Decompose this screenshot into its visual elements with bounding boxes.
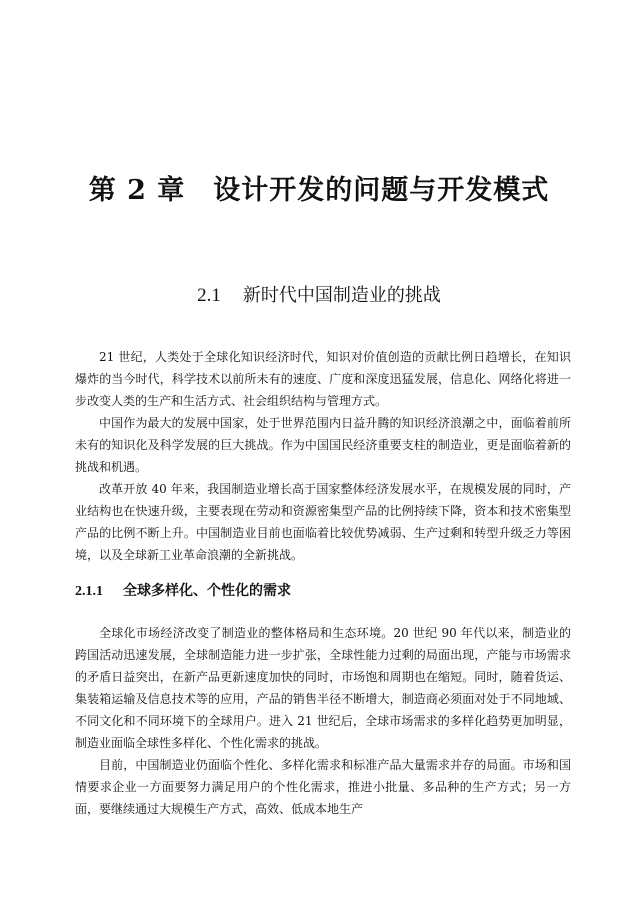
section-heading (0, 281, 638, 307)
subsection-body (75, 622, 571, 820)
paragraph: 目前，中国制造业仍面临个性化、多样化需求和标准产品大量需求并存的局面。市场和国情要求企业一方面要努力满足用户的个性化需求，推进小批量、多品种的生产方式；另一方面，要继续通过大规模生产方式，高效、低成本地生产 (75, 758, 571, 816)
section-number: 2.1 (197, 285, 221, 306)
paragraph: 全球化市场经济改变了制造业的整体格局和生态环境。20 世纪 90 年代以来，制造业的跨国活动迅速发展，全球制造能力进一步扩张，全球性能力过剩的局面出现，产能与市场需求的矛盾日益突出，在新产品更新速度加快的同时，市场饱和周期也在缩短。同时，随着货运、集装箱运输及信息技术等的应用，产品的销售半径不断增大，制造商必须面对处于不同地域、不同文化和不同环境下的全球用户。进入 21 世纪后，全球市场需求的多样化趋势更加明显，制造业面临全球性多样化、个性化需求的挑战。 (75, 626, 571, 750)
section-title-text: 新时代中国制造业的挑战 (242, 285, 441, 306)
subsection-title-text: 全球多样化、个性化的需求 (123, 583, 291, 599)
chapter-title: 第 2 章 设计开发的问题与开发模式 (88, 175, 550, 206)
paragraph: 改革开放 40 年来，我国制造业增长高于国家整体经济发展水平，在规模发展的同时，产业结构也在快速升级，主要表现在劳动和资源密集型产品的比例持续下降，资本和技术密集型产品的比例不断上升。中国制造业目前也面临着比较优势减弱、生产过剩和转型升级乏力等困境，以及全球新工业革命浪潮的全新挑战。 (75, 482, 571, 562)
subsection-heading (75, 580, 291, 600)
paragraph: 21 世纪，人类处于全球化知识经济时代，知识对价值创造的贡献比例日趋增长，在知识爆炸的当今时代，科学技术以前所未有的速度、广度和深度迅猛发展，信息化、网络化将进一步改变人类的生产和生活方式、社会组织结构与管理方式。 (75, 350, 571, 408)
section-body (75, 346, 571, 566)
paragraph: 中国作为最大的发展中国家，处于世界范围内日益升腾的知识经济浪潮之中，面临着前所未有的知识化及科学发展的巨大挑战。作为中国国民经济重要支柱的制造业，更是面临着新的挑战和机遇。 (75, 416, 571, 474)
subsection-number: 2.1.1 (75, 584, 103, 599)
